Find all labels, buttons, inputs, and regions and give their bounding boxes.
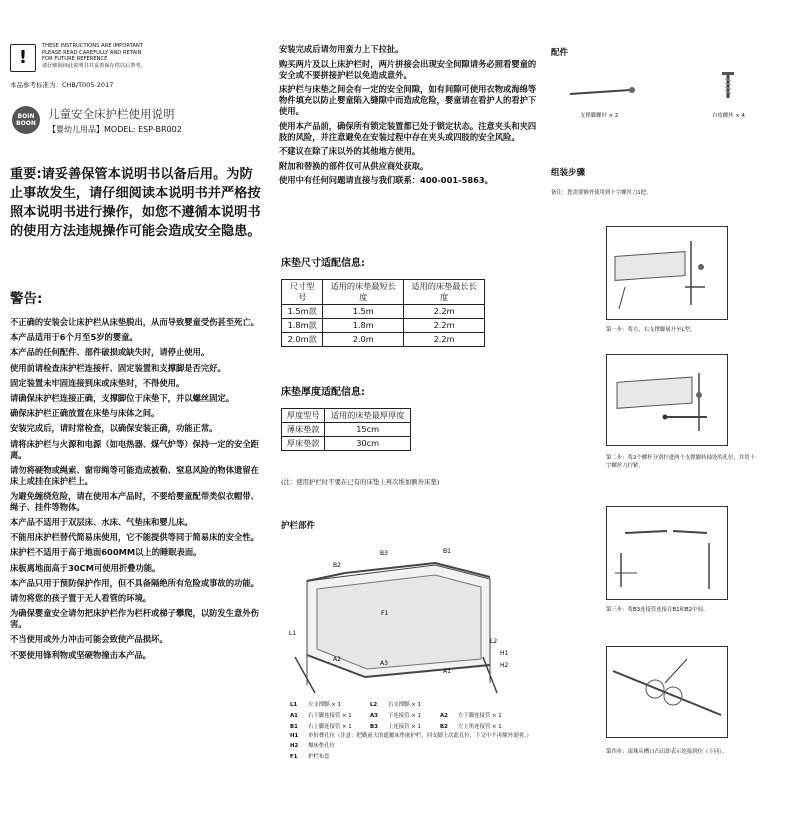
warning-item: 不正确的安装会让床护栏从床垫脱出，从而导致婴童受伤甚至死亡。: [10, 317, 259, 327]
table-header-cell: 尺寸型号: [282, 280, 323, 305]
diagram-label: H1: [500, 650, 509, 657]
step-1-illustration: [606, 226, 728, 320]
size-table: [281, 279, 485, 347]
legend-row: [290, 752, 545, 763]
diagram-label: A2: [333, 656, 341, 663]
table-cell: 1.8m款: [282, 319, 323, 333]
legend-code: B3: [370, 723, 378, 730]
accessories-title: 配件: [551, 48, 569, 58]
table-cell: 薄床垫款: [282, 423, 325, 437]
important-notice: 重要:请妥善保管本说明书以备后用。为防止事故发生，请仔细阅读本说明书并严格按照本说明书进行操作，如您不遵循本说明书的使用方法违规操作可能会造成安全隐患。: [10, 167, 261, 239]
step-text: 第二步：将2个螺杆分别拧进两个支撑脚转轴处的孔位，并用十字螺丝刀拧紧。: [606, 455, 755, 469]
table-header-cell: 适用的床垫最短长度: [323, 280, 404, 305]
table-cell: 2.2m: [404, 305, 485, 319]
warning-item: 请勿将硬物或绳索、窗帘绳等可能造成被勒、窒息风险的物体遗留在床上或挂在床护栏上。: [10, 464, 259, 486]
legend-desc: 右下脚连接管 × 1: [308, 712, 352, 719]
legend-code: L1: [290, 702, 298, 708]
assembly-title: 组装步骤: [551, 168, 586, 178]
table-cell: 2.0m款: [282, 333, 323, 347]
table-header-cell: 厚度型号: [282, 409, 325, 423]
table-cell: 厚床垫款: [282, 437, 325, 451]
table-cell: 1.5m: [323, 305, 404, 319]
diagram-label: L2: [490, 638, 498, 645]
usage-notes: [279, 44, 539, 190]
usage-note: 附加和替换的部件仅可从供应商处获取。: [279, 160, 429, 171]
warning-item: 本产品只用于预防保护作用，但不具备隔绝所有危险或事故的功能。: [10, 577, 259, 588]
legend-code: B1: [290, 723, 298, 730]
table-cell: 1.5m款: [282, 305, 323, 319]
legend-row: [290, 700, 545, 711]
warning-item: 床板离地面高于30CM可使用折叠功能。: [10, 562, 161, 573]
legend-desc: 右支撑脚 × 1: [388, 702, 421, 708]
legend-desc: 下连接管 × 1: [388, 712, 421, 719]
warning-item: 为确保婴童安全请勿把床护栏作为栏杆或梯子攀爬，以防发生意外伤害。: [10, 608, 259, 630]
diagram-label: F1: [381, 610, 389, 617]
product-title: 儿童安全床护栏使用说明: [48, 107, 175, 121]
warning-item: 本产品的任何配件、部件破损或缺失时，请停止使用。: [10, 347, 210, 358]
warning-line: FOR FUTURE REFERENCE: [42, 56, 108, 63]
usage-note: 不建议在除了床以外的其他地方使用。: [279, 146, 421, 156]
legend-desc: 单折叠孔位（注意：把勤前天的遮覆床垫嵌护栏，回支脚上次此孔位，下文中不再额外说明。）: [308, 733, 532, 740]
table-header-row: [282, 409, 411, 423]
warning-item: 不要使用锋利物或坚硬物撞击本产品。: [10, 649, 152, 660]
step-text: 第四步：滚珠从槽口凸出即表示连接到位（下同）。: [606, 749, 728, 755]
step-text: 第三步：将B3连接管连接在B1和B2中间。: [606, 607, 709, 613]
parts-diagram: [285, 545, 515, 695]
step-3-illustration: [606, 506, 728, 600]
table-row: [282, 319, 485, 333]
support-bolt-icon: [568, 86, 638, 100]
accessory-label: 自攻螺丝 × 4: [712, 113, 745, 119]
warning-item: 请将床护栏与火源和电源（如电热器、煤气炉等）保持一定的安全距离。: [10, 438, 259, 460]
legend-row: [290, 741, 545, 752]
table-header-row: [282, 280, 485, 305]
brand-logo: BOIN BOON: [12, 106, 40, 134]
thickness-table-title: 床垫厚度适配信息:: [281, 387, 365, 398]
usage-note: 床护栏与床垫之间会有一定的安全间隙，如有间隙可使用衣物或海绵等物件填充以防止婴童陷入缝隙中而造成危险，婴童请在看护人的看护下使用。: [279, 84, 537, 116]
warning-icon: !: [10, 44, 36, 72]
warning-item: 请勿将您的孩子置于无人看管的环境。: [10, 593, 152, 603]
usage-note: 购买两片及以上床护栏时，两片拼接会出现安全间隙请务必照看婴童的安全或不要拼接护栏以免造成意外。: [279, 58, 537, 80]
parts-legend: [290, 700, 545, 763]
table-cell: 2.0m: [323, 333, 404, 347]
table-row: [282, 423, 411, 437]
mattress-note: (注：使用护栏时不要在已有的床垫上再次堆加额外床垫): [281, 478, 440, 486]
legend-desc: 上连接管 × 1: [388, 723, 421, 730]
thickness-table: [281, 408, 411, 451]
warning-line: PLEASE READ CAREFULLY AND RETAIN: [42, 49, 142, 56]
legend-desc: 左下脚连接管 × 1: [458, 712, 502, 719]
accessory-label: 支撑脚螺杆 × 2: [580, 113, 619, 119]
warning-item: 床护栏不适用于高于地面600MM以上的睡眠表面。: [10, 547, 202, 558]
legend-code: A1: [290, 712, 298, 719]
step-4-illustration: [606, 646, 728, 738]
legend-code: A3: [370, 712, 378, 719]
table-cell: 2.2m: [404, 333, 485, 347]
usage-note: 使用本产品前，确保所有锁定装置都已处于锁定状态。注意夹头和夹四肢的风险，并注意避免在安装过程中存在夹头或四肢的安全风险。: [279, 120, 537, 142]
warning-item: 固定装置未牢固连接到床或床垫时，不得使用。: [10, 377, 185, 388]
table-header-cell: 适用的床垫最长长度: [404, 280, 485, 305]
legend-code: H2: [290, 743, 299, 750]
warning-heading: 警告:: [10, 291, 43, 307]
warning-list: [10, 317, 266, 665]
size-table-title: 床垫尺寸适配信息:: [281, 258, 365, 269]
diagram-label: B3: [380, 550, 388, 557]
table-header-cell: 适用的床垫最厚厚度: [325, 409, 411, 423]
diagram-label: A1: [443, 668, 451, 675]
step-text: 第一步：将左、右支撑脚展开至L型。: [606, 327, 696, 333]
step-2-illustration: [606, 354, 728, 446]
diagram-label: B1: [443, 548, 451, 555]
diagram-label: L1: [289, 630, 297, 637]
legend-row: [290, 732, 545, 741]
usage-note: 安装完成后请勿用蛮力上下拉扯。: [279, 44, 404, 54]
warning-line: THESE INSTRUCTIONS ARE IMPORTANT: [42, 43, 143, 49]
standard-ref: 本品参考标准为：CHB/T005-2017: [10, 81, 114, 89]
legend-desc: 爆床垫孔位: [308, 743, 335, 750]
legend-desc: 左上角连接管 × 1: [458, 723, 502, 730]
warning-item: 安装完成后，请时常检查，以确保安装正确，功能正常。: [10, 423, 218, 434]
warning-item: 不能用床护栏替代简易床使用，它不能提供等同于简易床的安全性。: [10, 532, 259, 543]
warning-item: 不当使用或外力冲击可能会致使产品损坏。: [10, 634, 168, 645]
legend-row: [290, 711, 545, 722]
warning-item: 确保床护栏正确放置在床垫与床体之间。: [10, 408, 160, 419]
warning-item: 请确保床护栏连接正确，支撑脚位于床垫下，并以螺丝固定。: [10, 392, 235, 403]
legend-code: A2: [440, 712, 448, 719]
usage-note: 使用中有任何问题请直接与我们联系：400-001-5863。: [279, 175, 493, 185]
legend-desc: 右上脚连接管 × 1: [308, 723, 352, 730]
warning-item: 本产品适用于6个月至5岁的婴童。: [10, 332, 138, 343]
warning-notice: [42, 43, 182, 69]
warning-item: 为避免缠绕危险，请在使用本产品时，不要给婴童配带类似衣帽带、绳子、挂件等物体。: [10, 490, 259, 512]
table-cell: 15cm: [325, 423, 411, 437]
warning-line: 请仔细阅读此说明书并妥善保存供以后参考。: [42, 62, 146, 69]
legend-code: L2: [370, 702, 378, 708]
warning-item: 本产品不适用于双层床、水床、气垫床和婴儿床。: [10, 517, 193, 528]
legend-code: F1: [290, 754, 298, 761]
warning-item: 使用前请检查床护栏连接杆、固定装置和支撑脚是否完好。: [10, 362, 226, 373]
table-cell: 2.2m: [404, 319, 485, 333]
diagram-label: H2: [500, 662, 509, 669]
parts-title: 护栏部件: [281, 521, 316, 531]
legend-row: [290, 722, 545, 733]
table-row: [282, 437, 411, 451]
table-row: [282, 305, 485, 319]
diagram-label: A3: [380, 660, 388, 667]
legend-desc: 左支撑脚 × 1: [308, 702, 341, 708]
table-cell: 30cm: [325, 437, 411, 451]
screw-icon: [718, 70, 738, 100]
legend-code: B2: [440, 723, 448, 730]
table-cell: 1.8m: [323, 319, 404, 333]
assembly-note: 备注：您需要额外使用到十字螺丝刀1把。: [551, 190, 652, 196]
model-number: 【婴幼儿用品】MODEL: ESP-BR002: [48, 125, 182, 134]
legend-code: H1: [290, 733, 299, 740]
diagram-label: B2: [333, 562, 341, 569]
legend-desc: 护栏布套: [308, 754, 330, 761]
table-row: [282, 333, 485, 347]
